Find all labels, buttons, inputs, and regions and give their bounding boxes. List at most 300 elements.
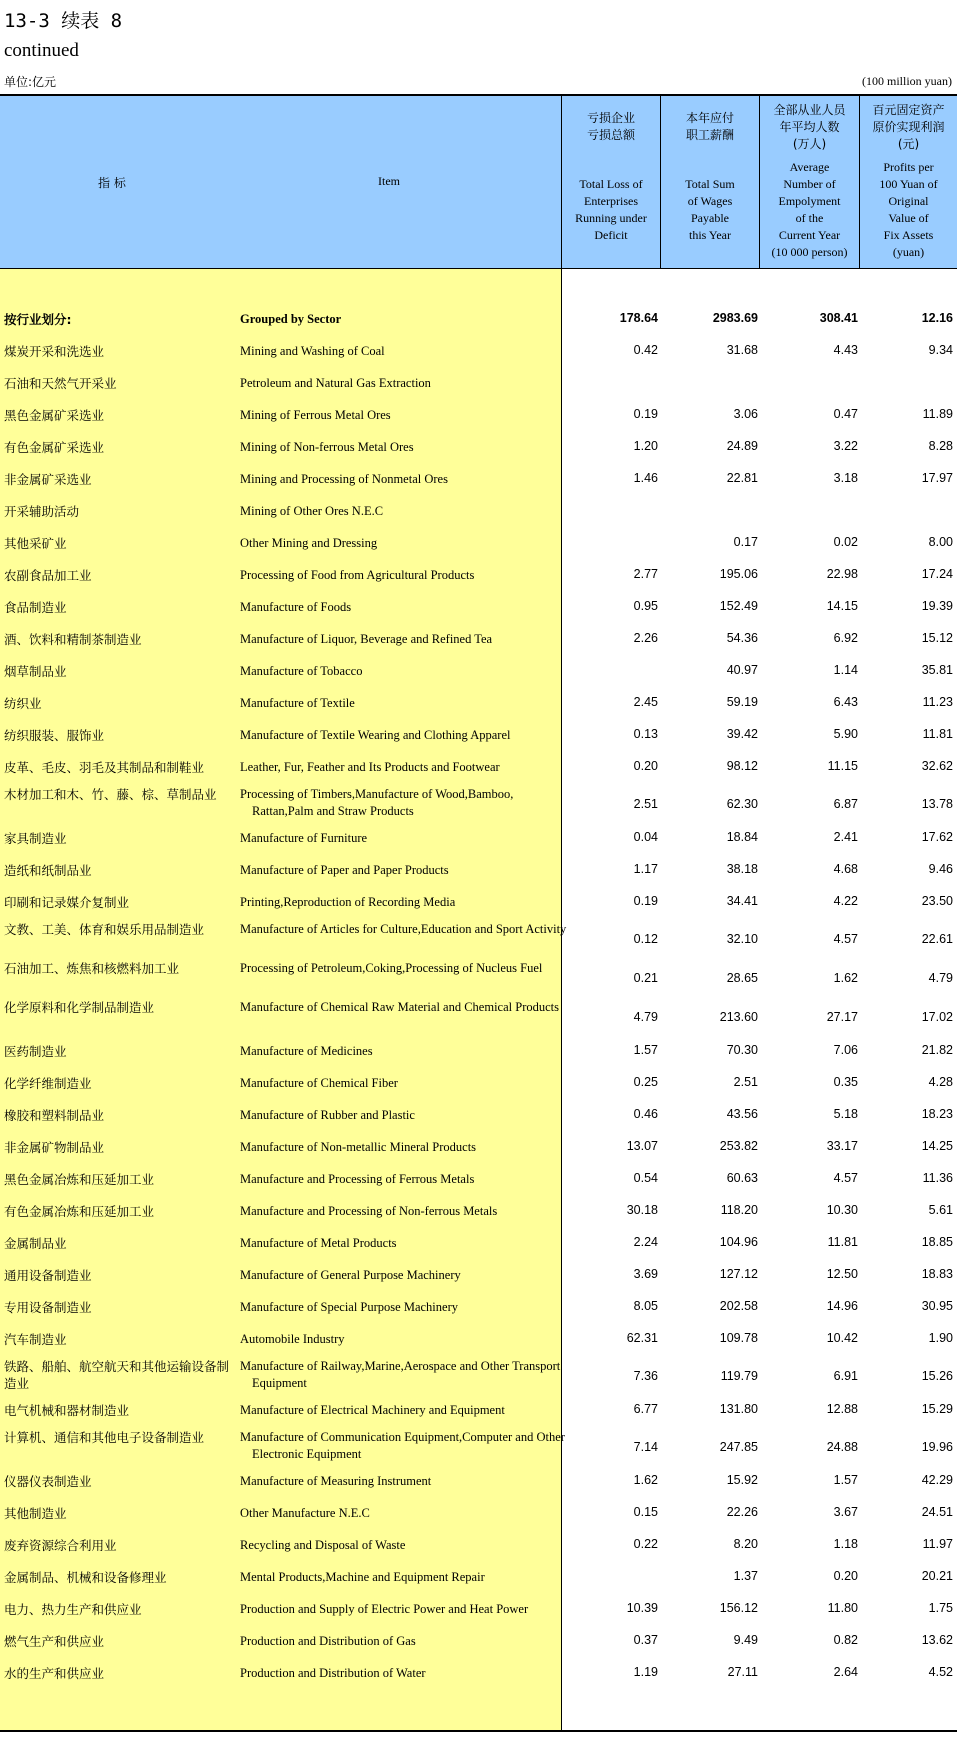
table-row <box>0 1070 957 1102</box>
row-value: 22.26 <box>726 1505 758 1519</box>
row-value: 15.26 <box>921 1369 953 1383</box>
row-label-zh: 黑色金属矿采选业 <box>4 408 105 423</box>
row-value: 0.37 <box>633 1633 658 1647</box>
row-value: 32.62 <box>921 759 953 773</box>
header-col-loss <box>562 96 660 268</box>
row-value: 1.46 <box>633 471 658 485</box>
row-value: 15.29 <box>921 1402 953 1416</box>
row-value: 4.68 <box>833 862 858 876</box>
row-value: 2.45 <box>633 695 658 709</box>
table-row <box>0 562 957 594</box>
row-label-zh: 造纸和纸制品业 <box>4 863 92 878</box>
table-row <box>0 370 957 402</box>
row-value: 8.05 <box>633 1299 658 1313</box>
row-label-zh: 专用设备制造业 <box>4 1300 92 1315</box>
row-label-en: Mining of Other Ores N.E.C <box>240 504 384 518</box>
row-label-zh: 通用设备制造业 <box>4 1268 92 1283</box>
row-value: 62.31 <box>626 1331 658 1345</box>
row-label-en: Production and Distribution of Gas <box>240 1634 416 1648</box>
table-row <box>0 1326 957 1358</box>
header-col-loss-en <box>562 176 660 244</box>
row-label-zh: 有色金属冶炼和压延加工业 <box>4 1204 155 1219</box>
row-value: 14.96 <box>826 1299 858 1313</box>
table-row <box>0 690 957 722</box>
header-line: Profits per <box>883 160 934 174</box>
row-value: 23.50 <box>921 894 953 908</box>
row-value: 247.85 <box>719 1440 758 1454</box>
row-value: 0.21 <box>633 971 658 985</box>
row-value: 0.13 <box>633 727 658 741</box>
header-line: (万人) <box>792 137 827 151</box>
row-label-en: Manufacture of Textile <box>240 696 355 710</box>
row-value: 11.36 <box>922 1171 953 1185</box>
header-line: Deficit <box>594 228 628 242</box>
row-value: 28.65 <box>726 971 758 985</box>
row-value: 1.37 <box>733 1569 758 1583</box>
row-value: 12.50 <box>826 1267 858 1281</box>
table-row <box>0 1429 957 1468</box>
row-value: 0.25 <box>633 1075 658 1089</box>
row-value: 1.17 <box>633 862 658 876</box>
row-label-zh: 汽车制造业 <box>4 1332 67 1347</box>
header-line: 亏损总额 <box>586 128 635 142</box>
header-col-employment <box>760 96 859 268</box>
row-value: 5.18 <box>833 1107 858 1121</box>
row-label-zh: 非金属矿物制品业 <box>4 1140 105 1155</box>
row-value: 39.42 <box>726 727 758 741</box>
row-label-zh: 燃气生产和供应业 <box>4 1634 105 1649</box>
row-label-zh: 医药制造业 <box>4 1044 67 1059</box>
row-value: 20.21 <box>921 1569 953 1583</box>
row-label-en: Manufacture of Medicines <box>240 1044 373 1058</box>
header-line: 全部从业人员 <box>773 103 846 117</box>
row-value: 35.81 <box>921 663 953 677</box>
table-row <box>0 402 957 434</box>
row-label-zh: 非金属矿采选业 <box>4 472 92 487</box>
table-row <box>0 1564 957 1596</box>
table-bottom-rule <box>0 1730 957 1732</box>
row-label-en: Manufacture of Textile Wearing and Clothing Apparel <box>240 728 511 742</box>
row-value: 24.89 <box>726 439 758 453</box>
row-label-en: Processing of Petroleum,Coking,Processing of Nucleus Fuel <box>240 961 543 975</box>
row-value: 3.22 <box>833 439 858 453</box>
row-label-en: Mining and Processing of Nonmetal Ores <box>240 472 448 486</box>
table-row <box>0 1397 957 1429</box>
row-value: 27.11 <box>727 1665 758 1679</box>
header-line: 年平均人数 <box>779 120 840 134</box>
table-row <box>0 1198 957 1230</box>
row-label-zh: 农副食品加工业 <box>4 568 92 583</box>
row-label-zh: 其他制造业 <box>4 1506 67 1521</box>
table-row <box>0 1102 957 1134</box>
table-row <box>0 338 957 370</box>
row-value: 8.20 <box>733 1537 758 1551</box>
header-line: of the <box>795 211 824 225</box>
row-value: 8.00 <box>928 535 953 549</box>
header-line: 亏损企业 <box>586 111 635 125</box>
row-label-zh: 煤炭开采和洗选业 <box>4 344 105 359</box>
row-value: 1.62 <box>833 971 858 985</box>
row-value: 98.12 <box>726 759 758 773</box>
row-value: 30.18 <box>626 1203 658 1217</box>
row-value: 178.64 <box>619 311 658 325</box>
table-row <box>0 1358 957 1397</box>
row-value: 3.06 <box>733 407 758 421</box>
row-label-zh: 黑色金属冶炼和压延加工业 <box>4 1172 155 1187</box>
row-label-en: Manufacture of Electrical Machinery and Equipment <box>240 1403 505 1417</box>
header-line: Original <box>888 194 929 208</box>
header-line: Fix Assets <box>883 228 934 242</box>
header-line: Running under <box>575 211 647 225</box>
row-value: 3.69 <box>633 1267 658 1281</box>
row-value: 4.22 <box>833 894 858 908</box>
table-row <box>0 1628 957 1660</box>
row-label-en: Grouped by Sector <box>240 312 342 326</box>
row-label-zh: 橡胶和塑料制品业 <box>4 1108 105 1123</box>
header-col-wages-en <box>661 176 759 244</box>
table-row <box>0 626 957 658</box>
row-label-zh: 烟草制品业 <box>4 664 67 679</box>
row-value: 18.85 <box>921 1235 953 1249</box>
row-value: 9.34 <box>928 343 953 357</box>
row-label-zh: 石油和天然气开采业 <box>4 376 117 391</box>
row-value: 1.14 <box>833 663 858 677</box>
row-value: 10.30 <box>826 1203 858 1217</box>
row-label-zh: 木材加工和木、竹、藤、棕、草制品业 <box>4 787 217 802</box>
row-value: 0.20 <box>833 1569 858 1583</box>
row-value: 131.80 <box>719 1402 758 1416</box>
row-label-zh: 其他采矿业 <box>4 536 67 551</box>
row-label-zh: 金属制品、机械和设备修理业 <box>4 1570 167 1585</box>
row-value: 11.81 <box>827 1235 858 1249</box>
row-label-zh: 化学纤维制造业 <box>4 1076 92 1091</box>
row-value: 11.23 <box>922 695 953 709</box>
row-value: 7.06 <box>833 1043 858 1057</box>
column-divider <box>660 96 661 268</box>
row-value: 32.10 <box>726 932 758 946</box>
row-value: 156.12 <box>719 1601 758 1615</box>
row-value: 1.57 <box>833 1473 858 1487</box>
row-value: 0.46 <box>633 1107 658 1121</box>
row-label-en: Manufacture of Tobacco <box>240 664 363 678</box>
header-col-profits <box>860 96 957 268</box>
row-value: 308.41 <box>819 311 858 325</box>
table-row <box>0 1134 957 1166</box>
header-col-wages-zh <box>661 110 759 144</box>
row-value: 60.63 <box>726 1171 758 1185</box>
row-value: 7.14 <box>633 1440 658 1454</box>
row-value: 22.98 <box>826 567 858 581</box>
row-label-zh: 铁路、船舶、航空航天和其他运输设备制造业 <box>4 1359 230 1391</box>
table-row <box>0 1532 957 1564</box>
row-label-en: Mining of Ferrous Metal Ores <box>240 408 391 422</box>
row-value: 43.56 <box>726 1107 758 1121</box>
header-line: Current Year <box>778 228 841 242</box>
row-value: 1.62 <box>633 1473 658 1487</box>
table-row <box>0 754 957 786</box>
row-label-zh: 电力、热力生产和供应业 <box>4 1602 142 1617</box>
table-row <box>0 722 957 754</box>
row-label-en: Manufacture of Rubber and Plastic <box>240 1108 415 1122</box>
row-value: 4.79 <box>928 971 953 985</box>
header-col-loss-zh <box>562 110 660 144</box>
row-value: 9.49 <box>733 1633 758 1647</box>
row-value: 4.57 <box>833 932 858 946</box>
row-label-en: Manufacture of Chemical Raw Material and Chemical Products <box>240 1000 559 1014</box>
row-value: 5.90 <box>833 727 858 741</box>
row-label-zh: 水的生产和供应业 <box>4 1666 105 1681</box>
row-label-en: Manufacture of Non-metallic Mineral Products <box>240 1140 477 1154</box>
row-value: 11.81 <box>922 727 953 741</box>
row-value: 21.82 <box>921 1043 953 1057</box>
row-label-zh: 电气机械和器材制造业 <box>4 1403 130 1418</box>
header-col-profits-zh <box>860 102 957 153</box>
row-label-zh: 化学原料和化学制品制造业 <box>4 1000 155 1015</box>
row-value: 2.41 <box>833 830 858 844</box>
header-line: 百元固定资产 <box>872 103 945 117</box>
table-row <box>0 530 957 562</box>
row-value: 6.77 <box>633 1402 658 1416</box>
row-label-en: Automobile Industry <box>240 1332 345 1346</box>
unit-label-en: (100 million yuan) <box>862 74 952 88</box>
table-row <box>0 889 957 921</box>
row-value: 0.19 <box>633 894 658 908</box>
row-value: 0.12 <box>633 932 658 946</box>
header-line: Value of <box>888 211 929 225</box>
table-title: 13-3 续表 8 <box>4 10 123 32</box>
row-label-en: Leather, Fur, Feather and Its Products and Footwear <box>240 760 500 774</box>
table-row <box>0 466 957 498</box>
row-value: 2.51 <box>733 1075 758 1089</box>
row-value: 17.24 <box>921 567 953 581</box>
row-value: 118.20 <box>720 1203 758 1217</box>
header-line: Total Loss of <box>579 177 643 191</box>
row-label-en: Manufacture and Processing of Ferrous Metals <box>240 1172 475 1186</box>
row-value: 1.20 <box>633 439 658 453</box>
row-value: 0.17 <box>733 535 758 549</box>
row-value: 1.18 <box>833 1537 858 1551</box>
header-line: of Wages <box>687 194 733 208</box>
table-row <box>0 434 957 466</box>
row-value: 59.19 <box>726 695 758 709</box>
row-label-zh: 皮革、毛皮、羽毛及其制品和制鞋业 <box>4 760 205 775</box>
row-label-zh: 印刷和记录媒介复制业 <box>4 895 130 910</box>
header-line: (10 000 person) <box>771 245 848 259</box>
row-value: 18.23 <box>921 1107 953 1121</box>
row-label-zh: 食品制造业 <box>4 600 67 615</box>
column-divider <box>859 96 860 268</box>
header-line: Number of <box>783 177 836 191</box>
row-value: 0.02 <box>833 535 858 549</box>
row-value: 62.30 <box>726 797 758 811</box>
row-label-en: Other Mining and Dressing <box>240 536 378 550</box>
row-value: 6.91 <box>833 1369 858 1383</box>
row-value: 4.28 <box>928 1075 953 1089</box>
table-row <box>0 1166 957 1198</box>
row-value: 8.28 <box>928 439 953 453</box>
table-row <box>0 594 957 626</box>
row-label-en: Manufacture of Liquor, Beverage and Refined Tea <box>240 632 493 646</box>
row-value: 13.07 <box>626 1139 658 1153</box>
row-value: 1.19 <box>633 1665 658 1679</box>
row-value: 2.26 <box>633 631 658 645</box>
row-label-en: Manufacture of Special Purpose Machinery <box>240 1300 458 1314</box>
row-label-en: Manufacture of General Purpose Machinery <box>240 1268 461 1282</box>
row-value: 15.12 <box>921 631 953 645</box>
header-line: Empolyment <box>778 194 841 208</box>
table-row <box>0 1294 957 1326</box>
row-label-zh: 石油加工、炼焦和核燃料加工业 <box>4 961 180 976</box>
row-value: 19.96 <box>921 1440 953 1454</box>
row-value: 17.02 <box>921 1010 953 1024</box>
row-value: 27.17 <box>826 1010 858 1024</box>
table-row <box>0 1660 957 1692</box>
row-value: 0.95 <box>633 599 658 613</box>
header-line: Payable <box>691 211 729 225</box>
row-value: 9.46 <box>928 862 953 876</box>
table-row <box>0 857 957 889</box>
row-label-en: Recycling and Disposal of Waste <box>240 1538 406 1552</box>
row-label-en: Manufacture of Foods <box>240 600 352 614</box>
row-label-en: Petroleum and Natural Gas Extraction <box>240 376 431 390</box>
row-label-en: Other Manufacture N.E.C <box>240 1506 370 1520</box>
row-label-zh: 金属制品业 <box>4 1236 67 1251</box>
row-label-en: Mining of Non-ferrous Metal Ores <box>240 440 414 454</box>
row-value: 104.96 <box>719 1235 758 1249</box>
row-value: 0.22 <box>633 1537 658 1551</box>
row-label-en: Mining and Washing of Coal <box>240 344 385 358</box>
row-value: 24.88 <box>826 1440 858 1454</box>
row-value: 4.43 <box>833 343 858 357</box>
table-row <box>0 786 957 825</box>
header-col-employment-en <box>760 159 859 261</box>
header-line: 本年应付 <box>685 111 734 125</box>
row-label-en: Processing of Food from Agricultural Products <box>240 568 475 582</box>
header-line: (yuan) <box>892 245 925 259</box>
table-row <box>0 921 957 960</box>
row-value: 11.15 <box>827 759 858 773</box>
row-value: 33.17 <box>826 1139 858 1153</box>
row-value: 13.78 <box>921 797 953 811</box>
header-item-zh: 指 标 <box>98 176 126 190</box>
row-value: 109.78 <box>719 1331 758 1345</box>
row-label-en: Mental Products,Machine and Equipment Repair <box>240 1570 485 1584</box>
row-value: 5.61 <box>928 1203 953 1217</box>
header-col-employment-zh <box>760 102 859 153</box>
row-label-en: Manufacture of Communication Equipment,Computer and Other Electronic Equipment <box>240 1430 565 1461</box>
unit-label-zh: 单位:亿元 <box>4 75 57 89</box>
row-label-zh: 文教、工美、体育和娱乐用品制造业 <box>4 922 205 937</box>
row-label-zh: 计算机、通信和其他电子设备制造业 <box>4 1430 205 1445</box>
row-value: 0.19 <box>633 407 658 421</box>
row-value: 2.77 <box>633 567 658 581</box>
header-col-wages <box>661 96 759 268</box>
row-label-en: Manufacture of Chemical Fiber <box>240 1076 398 1090</box>
row-value: 24.51 <box>921 1505 953 1519</box>
table-row <box>0 306 957 338</box>
row-label-en: Production and Distribution of Water <box>240 1666 426 1680</box>
table-row <box>0 1038 957 1070</box>
row-value: 11.80 <box>827 1601 858 1615</box>
table-row <box>0 960 957 999</box>
row-value: 0.35 <box>833 1075 858 1089</box>
row-value: 38.18 <box>726 862 758 876</box>
header-line: Enterprises <box>584 194 638 208</box>
table-row <box>0 1500 957 1532</box>
row-value: 10.42 <box>826 1331 858 1345</box>
table-row <box>0 1596 957 1628</box>
row-value: 6.92 <box>833 631 858 645</box>
row-value: 17.97 <box>921 471 953 485</box>
row-label-en: Manufacture of Railway,Marine,Aerospace and Other Transport Equipment <box>240 1359 561 1390</box>
row-value: 2.64 <box>833 1665 858 1679</box>
row-value: 1.75 <box>928 1601 953 1615</box>
row-label-zh: 酒、饮料和精制茶制造业 <box>4 632 142 647</box>
row-value: 127.12 <box>719 1267 758 1281</box>
row-value: 2.24 <box>633 1235 658 1249</box>
row-value: 17.62 <box>921 830 953 844</box>
row-value: 195.06 <box>719 567 758 581</box>
row-value: 15.92 <box>726 1473 758 1487</box>
row-value: 0.82 <box>833 1633 858 1647</box>
table-row <box>0 1468 957 1500</box>
row-value: 54.36 <box>726 631 758 645</box>
table-row <box>0 1230 957 1262</box>
table-row <box>0 1262 957 1294</box>
row-label-zh: 废弃资源综合利用业 <box>4 1538 117 1553</box>
row-value: 12.16 <box>921 311 953 325</box>
row-value: 0.20 <box>633 759 658 773</box>
row-value: 3.67 <box>833 1505 858 1519</box>
row-label-en: Manufacture of Metal Products <box>240 1236 397 1250</box>
table-row <box>0 999 957 1038</box>
row-value: 213.60 <box>719 1010 758 1024</box>
row-value: 0.47 <box>833 407 858 421</box>
column-divider <box>759 96 760 268</box>
row-value: 40.97 <box>726 663 758 677</box>
row-value: 34.41 <box>726 894 758 908</box>
header-item-en: Item <box>378 174 400 188</box>
row-value: 152.49 <box>719 599 758 613</box>
row-value: 3.18 <box>833 471 858 485</box>
row-label-en: Manufacture of Articles for Culture,Education and Sport Activity <box>240 922 567 936</box>
row-label-zh: 开采辅助活动 <box>4 504 80 519</box>
table-subtitle: continued <box>4 40 79 61</box>
row-label-zh: 家具制造业 <box>4 831 67 846</box>
row-value: 10.39 <box>626 1601 658 1615</box>
row-value: 7.36 <box>633 1369 658 1383</box>
row-value: 0.04 <box>633 830 658 844</box>
row-value: 4.79 <box>633 1010 658 1024</box>
header-line: this Year <box>688 228 731 242</box>
row-label-en: Manufacture of Measuring Instrument <box>240 1474 432 1488</box>
row-value: 119.79 <box>720 1369 758 1383</box>
row-value: 42.29 <box>921 1473 953 1487</box>
row-value: 22.81 <box>726 471 758 485</box>
row-value: 6.87 <box>833 797 858 811</box>
row-label-en: Production and Supply of Electric Power and Heat Power <box>240 1602 529 1616</box>
row-label-zh: 纺织服装、服饰业 <box>4 728 105 743</box>
table-row <box>0 658 957 690</box>
row-value: 30.95 <box>921 1299 953 1313</box>
row-label-en: Printing,Reproduction of Recording Media <box>240 895 456 909</box>
row-value: 11.89 <box>922 407 953 421</box>
header-line: Average <box>789 160 830 174</box>
row-value: 4.57 <box>833 1171 858 1185</box>
row-value: 0.54 <box>633 1171 658 1185</box>
row-value: 2983.69 <box>712 311 758 325</box>
row-value: 11.97 <box>922 1537 953 1551</box>
